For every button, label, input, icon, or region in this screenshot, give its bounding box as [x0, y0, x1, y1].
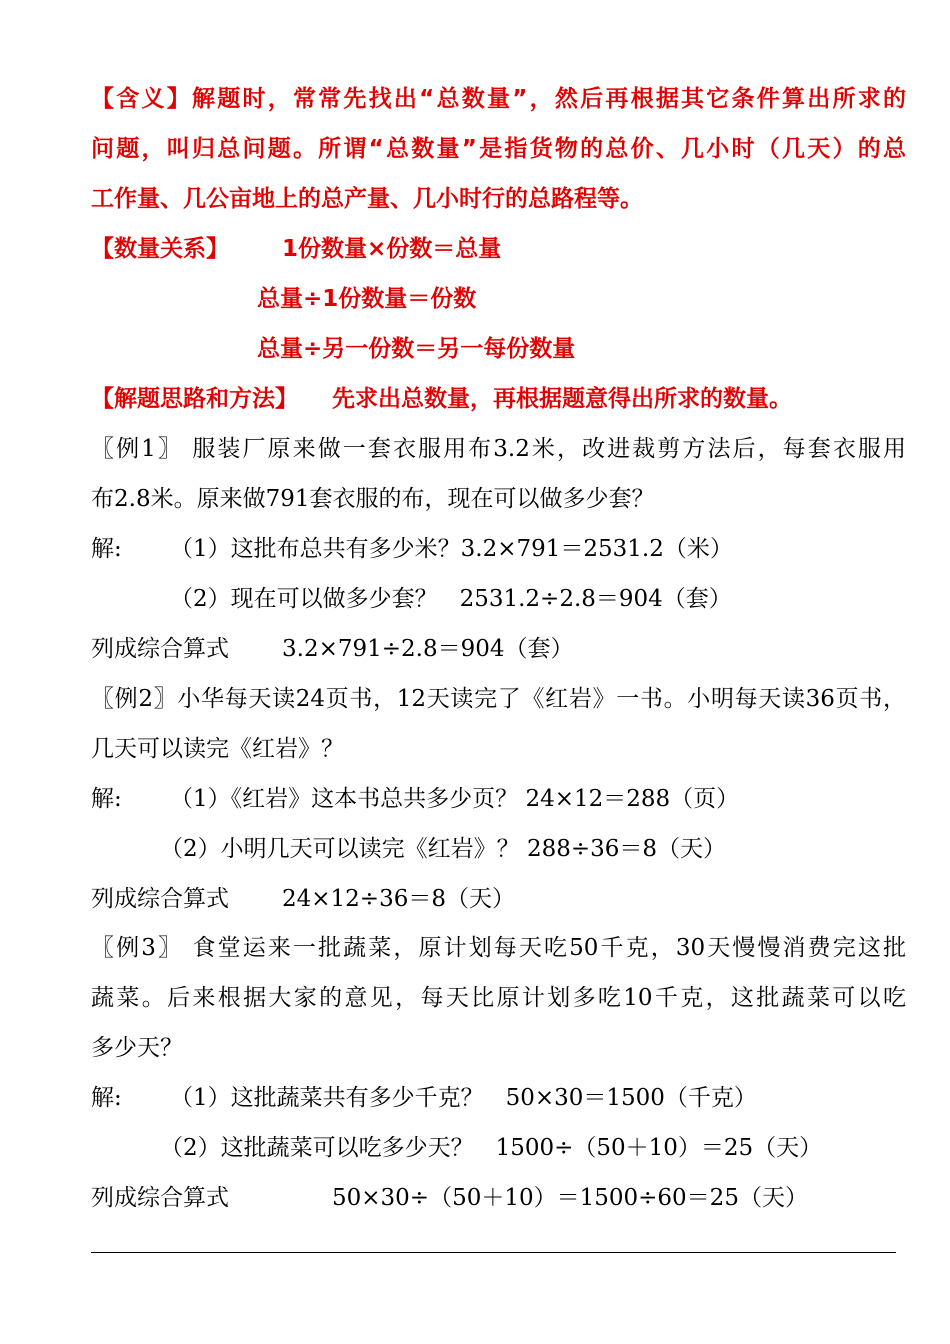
footer-divider — [91, 1252, 896, 1253]
example1-combined-label: 列成综合算式 — [91, 636, 229, 662]
definition-line-1: 【含义】解题时，常常先找出“总数量”，然后再根据其它条件算出所求的 — [91, 86, 906, 112]
example1-question-line-2: 布2.8米。原来做791套衣服的布，现在可以做多少套？ — [91, 486, 655, 512]
relation-formula-3: 总量÷另一份数＝另一每份数量 — [257, 336, 576, 362]
example1-combined-formula: 3.2×791÷2.8＝904（套） — [282, 636, 574, 662]
definition-line-3: 工作量、几公亩地上的总产量、几小时行的总路程等。 — [91, 186, 643, 212]
example2-step-1: （1）《红岩》这本书总共多少页？ 24×12＝288（页） — [170, 786, 740, 812]
example3-question-line-3: 多少天？ — [91, 1035, 183, 1061]
example3-step-1: （1）这批蔬菜共有多少千克？ 50×30＝1500（千克） — [170, 1085, 757, 1111]
example2-question-line-2: 几天可以读完《红岩》？ — [91, 736, 344, 762]
relation-formula-2: 总量÷1份数量＝份数 — [257, 286, 477, 312]
example1-solution-label: 解: — [91, 536, 122, 562]
example2-question-line-1: 〖例2〗小华每天读24页书，12天读完了《红岩》一书。小明每天读36页书， — [91, 686, 906, 712]
example3-question-line-2: 蔬菜。后来根据大家的意见，每天比原计划多吃10千克，这批蔬菜可以吃 — [91, 985, 906, 1011]
example2-solution-label: 解: — [91, 786, 122, 812]
example3-question-line-1: 〖例3〗 食堂运来一批蔬菜，原计划每天吃50千克，30天慢慢消费完这批 — [91, 935, 906, 961]
method-label: 【解题思路和方法】 — [91, 386, 298, 412]
definition-line-2: 问题，叫归总问题。所谓“总数量”是指货物的总价、几小时（几天）的总 — [91, 136, 906, 162]
example3-combined-label: 列成综合算式 — [91, 1185, 229, 1211]
relations-label: 【数量关系】 — [91, 236, 229, 262]
method-text: 先求出总数量，再根据题意得出所求的数量。 — [332, 386, 792, 412]
example3-combined-formula: 50×30÷（50＋10）＝1500÷60＝25（天） — [332, 1185, 808, 1211]
example1-step-1: （1）这批布总共有多少米？3.2×791＝2531.2（米） — [170, 536, 733, 562]
example3-solution-label: 解: — [91, 1085, 122, 1111]
example2-combined-label: 列成综合算式 — [91, 886, 229, 912]
example1-question-line-1: 〖例1〗 服装厂原来做一套衣服用布3.2米，改进裁剪方法后，每套衣服用 — [91, 436, 906, 462]
example2-combined-formula: 24×12÷36＝8（天） — [282, 886, 515, 912]
example3-step-2: （2）这批蔬菜可以吃多少天？ 1500÷（50＋10）＝25（天） — [160, 1135, 823, 1161]
example2-step-2: （2）小明几天可以读完《红岩》？ 288÷36＝8（天） — [160, 836, 727, 862]
example1-step-2: （2）现在可以做多少套？ 2531.2÷2.8＝904（套） — [170, 586, 732, 612]
relation-formula-1: 1份数量×份数＝总量 — [282, 236, 502, 262]
